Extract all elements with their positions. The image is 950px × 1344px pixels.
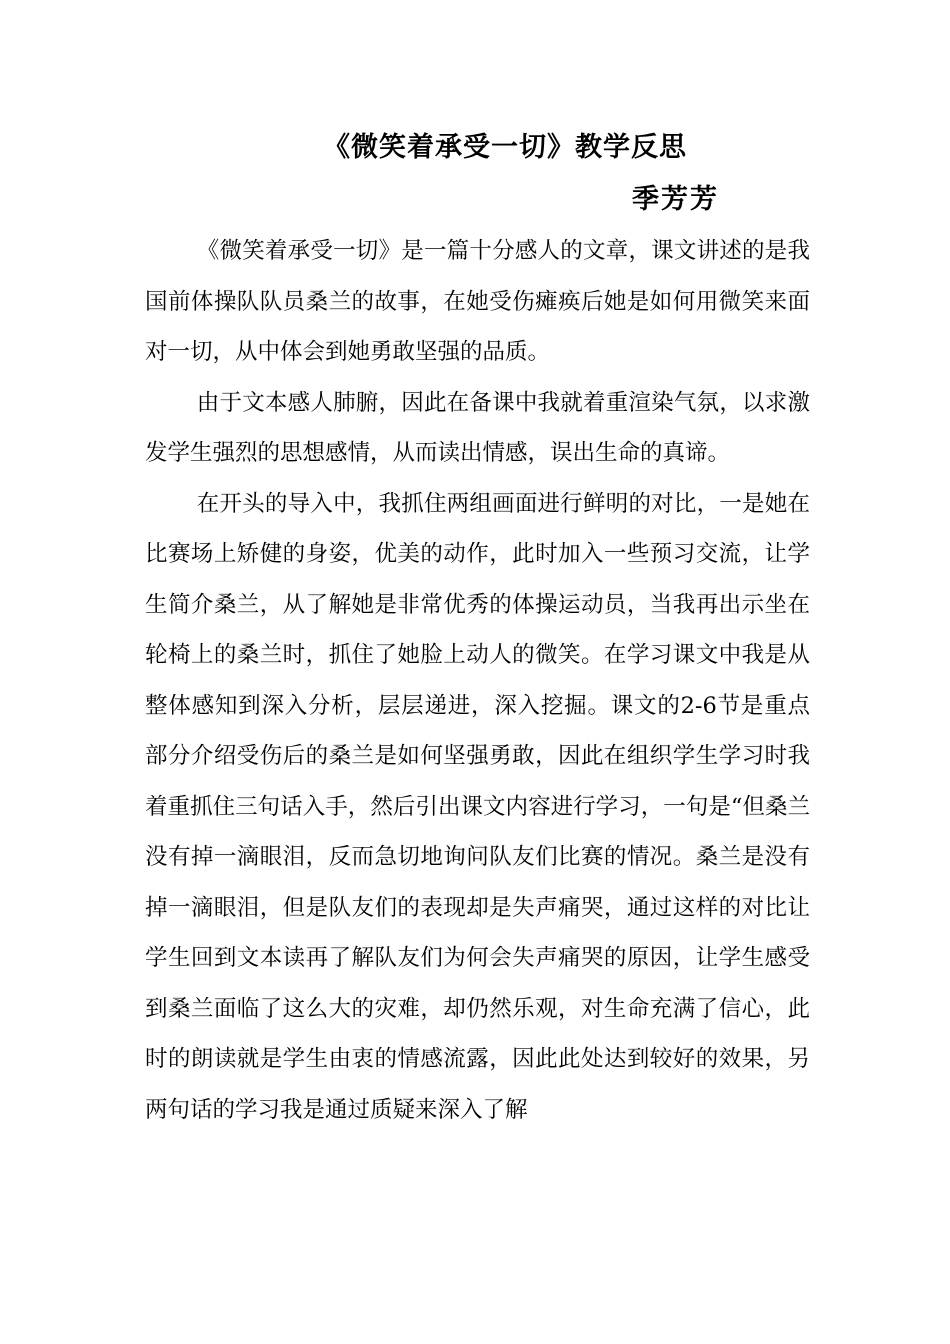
paragraph-teaching-process: 在开头的导入中，我抓住两组画面进行鲜明的对比，一是她在比赛场上矫健的身姿，优美的动作，此时加入一些预习交流，让学生简介桑兰，从了解她是非常优秀的体操运动员，当我再出示坐在轮椅上的桑兰时，抓住了她脸上动人的微笑。在学习课文中我是从整体感知到深入分析，层层递进，深入挖掘。课文的2-6节是重点部分介绍受伤后的桑兰是如何坚强勇敢，因此在组织学生学习时我着重抓住三句话入手，然后引出课文内容进行学习，一句是“但桑兰没有掉一滴眼泪，反而急切地询问队友们比赛的情况。桑兰是没有掉一滴眼泪，但是队友们的表现却是失声痛哭，通过这样的对比让学生回到文本读再了解队友们为何会失声痛哭的原因，让学生感受到桑兰面临了这么大的灾难，却仍然乐观，对生命充满了信心，此时的朗读就是学生由衷的情感流露，因此此处达到较好的效果，另两句话的学习我是通过质疑来深入了解 bbox=[145, 490, 810, 1123]
paragraph-preparation: 由于文本感人肺腑，因此在备课中我就着重渲染气氛，以求激发学生强烈的思想感情，从而读出情感，误出生命的真谛。 bbox=[145, 389, 810, 466]
document-title: 《微笑着承受一切》教学反思 bbox=[323, 132, 687, 163]
document-author: 季芳芳 bbox=[632, 184, 719, 215]
paragraph-intro: 《微笑着承受一切》是一篇十分感人的文章，课文讲述的是我国前体操队队员桑兰的故事，在她受伤瘫痪后她是如何用微笑来面对一切，从中体会到她勇敢坚强的品质。 bbox=[145, 238, 810, 365]
document-body bbox=[145, 226, 810, 1135]
